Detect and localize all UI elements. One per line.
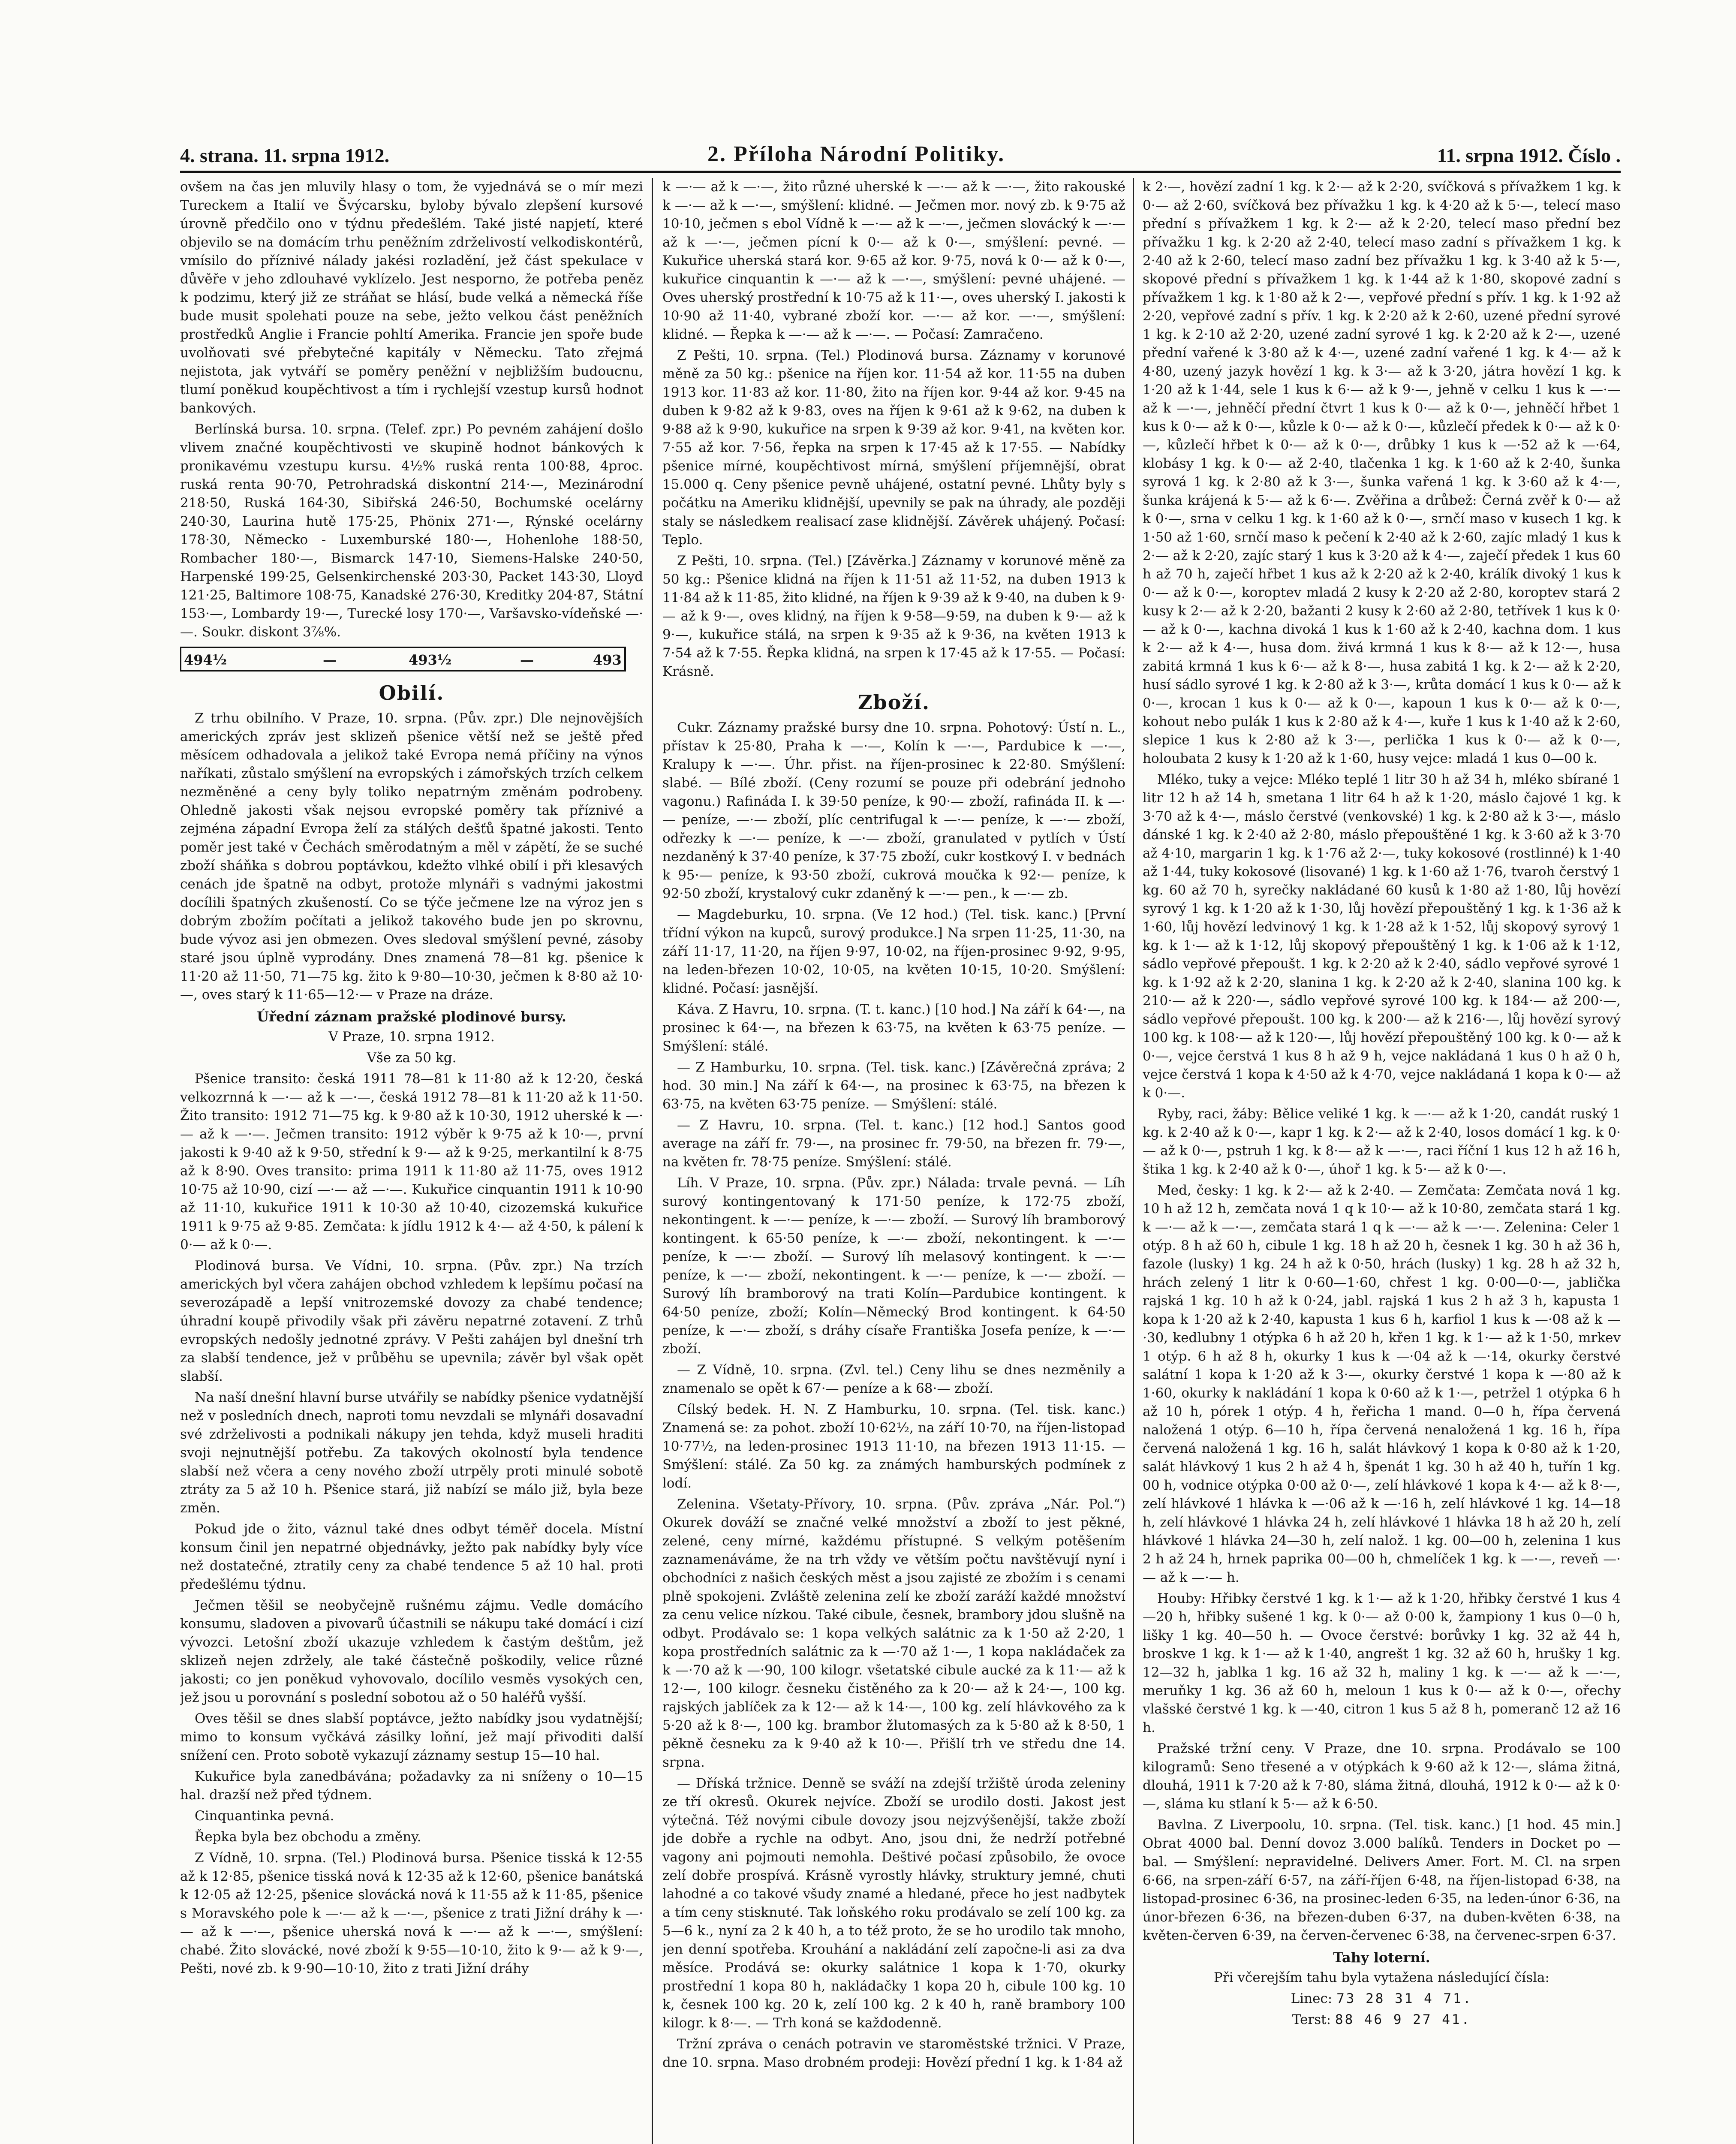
article-paragraph: Plodinová bursa. Ve Vídni, 10. srpna. (Pův. zpr.) Na trzích amerických byl včera zahájen obchod vzhledem k lepšímu počasí na severozápadě a lepší vnitrozemské dovozy za chabé tendence; úhradní koupě přivodily však při závěru nepatrné zotavení. Z trhů evropských nedošly jednotné zprávy. V Pešti zahájen byl dnešní trh za slabší tendence, jež v průběhu se upevnila; závěr byl však opět slabší. [180,1258,643,1384]
article-paragraph: k 2·—, hovězí zadní 1 kg. k 2·— až k 2·20, svíčková s přívažkem 1 kg. k 0·— až 2·60, svíčková bez přívažku 1 kg. k 4·20 až k 5·—, telecí maso přední s přívažkem 1 kg. k 2·— až k 2·20, telecí maso přední bez přívažku 1 kg. k 2·20 až 2·40, telecí maso zadní s přívažkem 1 kg. k 2·40 až k 2·60, telecí maso zadní bez přívažku 1 kg. k 3·40 až k 5·—, skopové přední s přívažkem 1 kg. k 1·44 až k 1·80, skopové zadní s přívažkem 1 kg. k 1·80 až k 2·—, vepřové přední s přív. 1 kg. k 1·92 až 2·20, vepřové zadní s přív. 1 kg. k 2·20 až k 2·60, uzené přední syrové 1 kg. k 2·10 až 2·20, uzené zadní syrové 1 kg. k 2·20 až k 2·—, uzené přední vařené k 3·80 až k 4·—, uzené zadní vařené 1 kg. k 4·— až k 4·80, uzený jazyk hovězí 1 kg. k 3·— až k 3·20, játra hovězí 1 kg. k 1·20 až k 1·44, sele 1 kus k 6·— až k 9·—, jehně v celku 1 kus k —·— až k —·—, jehněčí přední čtvrt 1 kus k 0·— až k 0·—, jehněčí hřbet 1 kus k 0·— až k 0·—, kůzle k 0·— až k 0·—, kůzlečí předek k 0·— až k 0·—, kůzlečí hřbet k 0·— až k 0·—, drůbky 1 kus k —·52 až k —·64, klobásy 1 kg. k 0·— až 2·40, tlačenka 1 kg. k 1·60 až k 2·40, šunka syrová 1 kg. k 2·80 až k 3·—, šunka vařená 1 kg. k 3·60 až k 4·—, šunka krájená k 5·— až k 6·—. Zvěřina a drůbež: Černá zvěř k 0·— až k 0·—, srna v celku 1 kg. k 1·60 až k 0·—, srnčí maso v kusech 1 kg. k 1·50 až 1·60, srnčí maso k pečení k 2·40 až k 2·60, zajíc mladý 1 kus k 2·— až k 2·20, zajíc starý 1 kus k 3·20 až k 4·—, zaječí předek 1 kus 60 h až 70 h, zaječí hřbet 1 kus až k 2·20 až k 2·40, králík divoký 1 kus k 0·— až k 0·—, koroptev mladá 2 kusy k 2·20 až 2·80, koroptev stará 2 kusy k 2·— až k 2·20, bažanti 2 kusy k 2·60 až 2·80, tetřívek 1 kus k 0·— až k 0·—, kachna divoká 1 kus k 1·60 až k 2·40, kachna dom. 1 kus k 2·— až k 4·—, husa dom. živá krmná 1 kus k 8·— až k 12·—, husa zabitá krmná 1 kus k 6·— až k 8·—, husa zabitá 1 kg. k 2·— až k 2·20, husí sádlo syrové 1 kg. k 2·80 až k 3·—, krůta domácí 1 kus k 0·— až k 0·—, krocan 1 kus k 0·— až k 0·—, kapoun 1 kus k 0·— až k 0·—, kohout nebo pulák 1 kus k 2·80 až k 4·—, kuře 1 kus k 1·40 až k 2·60, slepice 1 kus k 2·80 až k 3·—, perlička 1 kus k 0·— až k 0·—, holoubata 2 kusy k 1·20 až k 1·60, husy vejce: mladá 1 kus 0—00 k. [1143,179,1621,766]
header-right: 11. srpna 1912. Číslo . [1437,145,1621,166]
quote-value: 493 [593,652,622,668]
article-paragraph: Ječmen těšil se neobyčejně rušnému zájmu. Vedle domácího konsumu, sladoven a pivovarů účastnili se nákupu také domácí i cizí vývozci. Letošní zboží ukazuje vzhledem k častým deštům, jež sklizeň nejen zdržely, ale také částečně poškodily, velice různé jakosti; co jen poněkud vyhovovalo, docílilo vesměs vysokých cen, jež jsou u porovnání s poslední sobotou až o 50 haléřů vyšší. [180,1598,643,1705]
lottery-linz [1143,1990,1621,2008]
quote-value: 493½ [409,652,452,668]
dateline: V Praze, 10. srpna 1912. [328,1029,495,1045]
dateline-note: Vše za 50 kg. [367,1050,457,1066]
article-paragraph: Cukr. Záznamy pražské bursy dne 10. srpna. Pohotový: Ústí n. L., přístav k 25·80, Praha k —·—, Kolín k —·—, Pardubice k —·—, Kralupy k —·—. Úhr. přist. na říjen-prosinec k 22·80. Smýšlení: slabé. — Bílé zboží. (Ceny rozumí se pouze při odebrání jednoho vagonu.) Rafináda I. k 39·50 peníze, k 90·— zboží, rafináda II. k —·— peníze, —·— zboží, plíc centrifugal k —·— peníze, k —·— zboží, odřezky k —·— peníze, k —·— zboží, granulated v pytlích v Ústí nezdaněný k 37·40 peníze, k 37·75 zboží, cukr kostkový I. v bednách k 95·— peníze, k 93·50 zboží, cukrová moučka k 92·— peníze, k 92·50 zboží, krystalový cukr zdaněný k —·— pen., k —·— zb. [662,720,1125,901]
article-paragraph: ovšem na čas jen mluvily hlasy o tom, že vyjednává se o mír mezi Tureckem a Italií ve Švýcarsku, byloby bývalo zlepšení kursové úrovně předčilo ono v týdnu předešlém. Také jisté napjetí, které objevilo se na domácím trhu peněžním zdrželivostí velkodiskontérů, vmísilo do příznivé nálady jakési rozladění, jež část spekulace v důvěře v jeho zdlouhavé vyklízelo. Jest nesporno, že potřeba peněz k podzimu, který již ze stráňat se hlásí, bude velká a německá říše bude musit spolehati pouze na sebe, ježto velkou část peněžních prostředků Anglie i Francie pohltí Amerika. Francie jen spoře bude uvolňovati své přebytečné kapitály v Německu. Tato zřejmá nejistota, jak vytváří se poměry peněžní v nejbližším budoucnu, tlumí poněkud koupěchtivost a tím i rychlejší vzestup kursů hodnot bankových. [180,179,643,416]
article-paragraph: — Z Havru, 10. srpna. (Tel. t. kanc.) [12 hod.] Santos good average na září fr. 79·—, na prosinec fr. 79·50, na březen fr. 79·—, na květen fr. 78·75 peníze. Smýšlení: stálé. [662,1117,1125,1170]
article-paragraph: k —·— až k —·—, žito různé uherské k —·— až k —·—, žito rakouské k —·— až k —·—, smýšlení: klidné. — Ječmen mor. nový zb. k 9·75 až 10·10, ječmen s ebol Vídně k —·— až k —·—, ječmen slovácký k —·— až k —·—, ječmen pícní k 0·— až k 0·—, smýšlení: pevné. — Kukuřice uherská stará kor. 9·65 až kor. 9·75, nová k 0·— až k 0·—, kukuřice cinquantin k —·— až k —·—, smýšlení: pevné uhájené. — Oves uherský prostřední k 10·75 až k 11·—, oves uherský I. jakosti k 10·90 až 11·40, vybrané zboží kor. —·— až kor. —·—, smýšlení: klidné. — Řepka k —·— až k —·—. — Počasí: Zamračeno. [662,179,1125,342]
article-paragraph: Cílský bedek. H. N. Z Hamburku, 10. srpna. (Tel. tisk. kanc.) Znamená se: za pohot. zboží 10·62½, na září 10·70, na říjen-listopad 10·77½, na leden-prosinec 1913 11·10, na březen 1913 11·15. — Smýšlení: stálé. Za 50 kg. za známých hamburských podmínek z lodí. [662,1402,1125,1491]
section-heading: Obilí. [379,681,445,705]
article-paragraph: Pšenice transito: česká 1911 78—81 k 11·80 až k 12·20, česká velkozrnná k —·— až k —·—, česká 1912 78—81 k 11·20 až k 11·50. Žito transito: 1912 71—75 kg. k 9·80 až k 10·30, 1912 uherské k —·— až k —·—. Ječmen transito: 1912 výběr k 9·75 až k 10·—, první jakosti k 9·40 až k 9·50, střední k 9·— až k 9·25, merkantilní k 8·75 až k 8·90. Oves transito: prima 1911 k 11·80 až 11·75, oves 1912 10·75 až 10·90, cizí —·— až —·—. Kukuřice cinquantin 1911 k 10·90 až 11·10, kukuřice 1911 k 10·30 až 10·40, cizozemská kukuřice 1911 k 9·75 až 9·85. Zemčata: k jídlu 1912 k 4·— až 4·50, k pálení k 0·— až k 0·—. [180,1071,643,1253]
quote-dash: — [520,652,534,668]
article-paragraph: — Z Vídně, 10. srpna. (Zvl. tel.) Ceny lihu se dnes nezměnily a znamenalo se opět k 67·— peníze a k 68·— zboží. [662,1362,1125,1396]
article-paragraph: Na naší dnešní hlavní burse utvářily se nabídky pšenice vydatnější než v posledních dnech, naproti tomu nevzdali se mlynáři dosavadní své zdrželivosti a podnikali nákupy jen tehda, když museli hraditi svoji nejnutnější potřebu. Za takových okolností byla tendence slabší než včera a ceny nového zboží utrpěly proti minulé sobotě ztráty za 5 až 10 h. Pšenice stará, již nabízí se málo již, byla beze změn. [180,1390,643,1516]
article-paragraph: Při včerejším tahu byla vytažena následující čísla: [1214,1970,1549,1985]
header-left: 4. strana. 11. srpna 1912. [180,145,390,166]
column-3 [1143,178,1621,2144]
article-paragraph: Oves těšil se dnes slabší poptávce, ježto nabídky jsou vydatnější; mimo to konsum vyčkává zásilky loňní, jež mají přivoditi další snížení cen. Proto sobotě vykazují záznamy sestup 15—10 hal. [180,1711,643,1763]
article-paragraph: Káva. Z Havru, 10. srpna. (T. t. kanc.) [10 hod.] Na září k 64·—, na prosinec k 64·—, na březen k 63·75, na květen k 63·75 peníze. — Smýšlení: stálé. [662,1002,1125,1054]
article-paragraph: Zelenina. Všetaty-Přívory, 10. srpna. (Pův. zpráva „Nár. Pol.“) Okurek dováží se značné velké množství a zboží to jest pěkné, zelené, ceny mírné, každému přístupné. S velkým potěšením zaznamenáváme, že na trh vždy ve větším počtu navštěvují nyní i obchodníci z našich českých měst a jsou zajisté ze zbožím i s cenami plně spokojeni. Zvláště zelenina zelí ke zboží zaráží každé množství za cenu velice nízkou. Také cibule, česnek, brambory jdou slušně na odbyt. Prodávalo se: 1 kopa velkých salátnic za k 1·50 až 2·20, 1 kopa prostředních salátnic za k —·70 až 1·—, 1 kopa nakládaček za k —·70 až k —·90, 100 kilogr. všetatské cibule aucké za k 11·— až k 12·—, 100 kilogr. česneku čistěného za k 20·— až k 24·—, 100 kg. rajských jablíček za k 12·— až k 14·—, 100 kg. zelí hlávkového za k 5·20 až k 8·—, 100 kg. brambor žlutomasých za k 5·80 až k 8·50, 1 pěkně česneku za k 9·40 až k 10·—. Přišlí trh ve středu dne 14. srpna. [662,1497,1125,1770]
column-2 [662,178,1125,2144]
article-paragraph: Houby: Hřibky čerstvé 1 kg. k 1·— až k 1·20, hřibky čerstvé 1 kus 4—20 h, hřibky sušené 1 kg. k 0·— až 0·00 k, žampiony 1 kus 0—0 h, lišky 1 kg. 40—50 h. — Ovoce čerstvé: borůvky 1 kg. 32 až 44 h, broskve 1 kg. k 1·— až k 1·40, angrešt 1 kg. 32 až 60 h, hrušky 1 kg. 12—32 h, jablka 1 kg. 16 až 32 h, maliny 1 kg. k —·— až k —·—, meruňky 1 kg. 36 až 60 h, meloun 1 kus k 0·— až k 0·—, ořechy vlašské čerstvé 1 kg. k —·40, citron 1 kus 5 až 8 h, pomeranč 12 až 16 h. [1143,1591,1621,1735]
section-heading: Zboží. [857,691,930,714]
quote-dash: — [323,652,337,668]
lottery-label: Linec: [1291,1991,1333,2006]
article-paragraph: Med, česky: 1 kg. k 2·— až k 2·40. — Zemčata: Zemčata nová 1 kg. 10 h až 12 h, zemčata nová 1 q k 10·— až k 10·80, zemčata stará 1 kg. k —·— až k —·—, zemčata stará 1 q k —·— až k —·—. Zelenina: Celer 1 otýp. 8 h až 60 h, cibule 1 kg. 18 h až 20 h, česnek 1 kg. 30 h až 36 h, fazole (lusky) 1 kg. 24 h až k 0·50, hrách (lusky) 1 kg. 28 h až 32 h, hrách zelený 1 litr k 0·60—1·60, chřest 1 kg. 0·00—0·—, jablička rajská 1 kg. 10 h až k 0·24, jabl. rajská 1 kus 2 h až 3 h, kapusta 1 kopa k 1·20 až k 2·40, kapusta 1 kus 6 h, karfiol 1 kus k —·08 až k —·30, kedlubny 1 otýpka 6 h až 20 h, křen 1 kg. k 1·— až k 1·50, mrkev 1 otýp. 6 h až 8 h, okurky 1 kus k —·04 až k —·14, okurky čerstvé salátní 1 kopa k 1·20 až k 3·—, okurky čerstvé 1 kopa k —·80 až k 1·60, okurky k nakládání 1 kopa k 0·60 až k 1·—, petržel 1 otýpka 6 h až 10 h, pórek 1 otýp. 4 h, řeřicha 1 mand. 0—0 h, řípa červená naložená 1 otýp. 6—10 h, řípa červená nenaložená 1 kg. 16 h, řípa červená naložená 1 kg. 16 h, salát hlávkový 1 kopa k 0·80 až k 1·20, salát hlávkový 1 kus 2 h až 4 h, špenát 1 kg. 30 h až 40 h, tuřín 1 kg. 00 h, vodnice otýpka 0·00 až 0·—, zelí hlávkové 1 kopa k 4·— až k 8·—, zelí hlávkové 1 hlávka k —·06 až k —·16 h, zelí hlávkové 1 kg. 14—18 h, zelí hlávkové 1 hlávka 24 h, zelí hlávkové 1 hlávka 18 h až 20 h, zelí hlávkové 1 hlávka 24—30 h, zelí nalož. 1 kg. 00—00 h, zelenina 1 kus 2 h až 24 h, hrnek paprika 00—00 h, chmelíček 1 kg. k —·—, reveň —·— až k —·— h. [1143,1183,1621,1585]
article-paragraph: Bavlna. Z Liverpoolu, 10. srpna. (Tel. tisk. kanc.) [1 hod. 45 min.] Obrat 4000 bal. Denní dovoz 3.000 balíků. Tenders in Docket po — bal. — Smýšlení: nepravidelné. Delivers Amer. Fort. M. Cl. na srpen 6·66, na srpen-září 6·57, na září-říjen 6·48, na říjen-listopad 6·38, na listopad-prosinec 6·36, na prosinec-leden 6·35, na leden-únor 6·36, na únor-březen 6·36, na březen-duben 6·37, na duben-květen 6·38, na květen-červen 6·39, na červen-červenec 6·38, na červenec-srpen 6·37. [1143,1817,1621,1943]
article-paragraph: Z Pešti, 10. srpna. (Tel.) [Závěrka.] Záznamy v korunové měně za 50 kg.: Pšenice klidná na říjen k 11·51 až 11·52, na duben 1913 k 11·84 až k 11·85, žito klidné, na říjen k 9·39 až k 9·40, na duben k 9·— až k 9·—, oves klidný, na říjen k 9·58—9·59, na duben k 9·— až k 9·—, kukuřice stálá, na srpen k 9·35 až k 9·36, na květen 1913 k 7·54 až k 7·55. Řepka klidná, na srpen k 17·45 až k 17·55. — Počasí: Krásně. [662,553,1125,679]
article-paragraph: Pokud jde o žito, váznul také dnes odbyt téměř docela. Místní konsum činil jen nepatrné objednávky, ježto pak nabídky byly více než dostatečné, ztratily ceny za chabé tendence 5 až 10 hal. proti předešlému týdnu. [180,1521,643,1592]
header-title: 2. Příloha Národní Politiky. [707,142,1005,166]
article-paragraph: Líh. V Praze, 10. srpna. (Pův. zpr.) Nálada: trvale pevná. — Líh surový kontingentovaný k 171·50 peníze, k 172·75 zboží, nekontingent. k —·— peníze, k —·— zboží. — Surový líh bramborový kontingent. k 65·50 peníze, k —·— zboží, nekontingent. k —·— peníze, k —·— zboží. — Surový líh melasový kontingent. k —·— peníze, k —·— zboží, nekontingent. k —·— peníze, k —·— zboží. — Surový líh bramborový na trati Kolín—Pardubice kontingent. k 64·50 peníze, zboží; Kolín—Německý Brod kontingent. k 64·50 peníze, k —·— zboží, s dráhy císaře Františka Josefa peníze, k —·— zboží. [662,1175,1125,1357]
lottery-numbers: 88 46 9 27 41. [1335,2012,1471,2027]
article-paragraph: Ryby, raci, žáby: Bělice veliké 1 kg. k —·— až k 1·20, candát ruský 1 kg. k 2·40 až k 0·—, kapr 1 kg. k 2·— až k 2·40, losos domácí 1 kg. k 0·— až k 0·—, pstruh 1 kg. k 8·— až k —·—, raci říční 1 kus 12 h až 16 h, štika 1 kg. k 2·40 až k 0·—, úhoř 1 kg. k 5·— až k 0·—. [1143,1106,1621,1177]
quote-value: 494½ [184,652,227,668]
quote-box [180,647,626,672]
lottery-trieste [1143,2011,1621,2029]
page-header [180,136,1621,173]
article-paragraph: — Dříská tržnice. Denně se sváží na zdejší tržiště úroda zeleniny ze tří okresů. Okurek nejvíce. Zboží se urodilo dosti. Jakost jest výtečná. Též novými cibule dovozy jsou nejzvýšenější, takže zboží jde dobře a rychle na odbyt. Ano, jsou dni, že nedrží potřebné vagony ani pojmouti nemohla. Deštivé počasí způsobilo, že ovoce zelí dobře prospívá. Krásně vyrostly hlávky, struktury jemné, chuti lahodné a co takové všudy znamé a hledané, přece ho jest nadbytek a tím ceny stisknuté. Tak loňského roku prodávalo se zelí 100 kg. za 5—6 k., nyní za 2 k 40 h, a to též proto, že se ho urodilo tak mnoho, jen denní spotřeba. Krouhání a nakládání zelí započne-li asi za dva měsíce. Prodává se: okurky salátnice 1 kopa k 1·70, okurky prostřední 1 kopa 80 h, nakládačky 1 kopa 20 h, cibule 100 kg. 10 k, česnek 100 kg. 20 k, zelí 100 kg. 2 k 40 h, raně brambory 100 kilogr. k 8·—. — Trh koná se každodenně. [662,1776,1125,2031]
article-paragraph: Řepka byla bez obchodu a změny. [195,1829,421,1845]
lottery-numbers: 73 28 31 4 71. [1336,1991,1473,2006]
column-divider [1133,178,1134,2144]
lottery-label: Terst: [1292,2012,1331,2027]
article-paragraph: Z trhu obilního. V Praze, 10. srpna. (Pův. zpr.) Dle nejnovějších amerických zpráv jest sklizeň pšenice větší než se ještě před měsícem odhadovala a jelikož také Evropa nemá příčiny na výnos naříkati, zůstalo smýšlení na evropských i zámořských trzích celkem nezměněné a ceny byly toliko nepatrným změnám podrobeny. Ohledně jakosti však nejsou evropské poměry tak příznivé a zejména západní Evropa želí za stálých dešťů špatné jakosti. Tento poměr jest také v Čechách směrodatným a měl v zápětí, že se suché zboží sháňka s dobrou poptávkou, kdežto vlhké obilí i při klesavých cenách jde špatně na odbyt, protože mlynáři s vadnými jakostmi docílili špatných zkušeností. Co se týče ječmene lze na výroz jen s dobrým zbožím počítati a jelikož takového bude jen po skrovnu, bude vývoz asi jen obmezen. Oves sledoval smýšlení pevné, zásoby staré jsou úplně vyprodány. Dnes znamená 78—81 kg. pšenice k 11·20 až 11·50, 71—75 kg. žito k 9·80—10·30, ječmen k 8·80 až 10·—, oves starý k 11·65—12·— v Praze na dráze. [180,711,643,1003]
article-paragraph: — Z Hamburku, 10. srpna. (Tel. tisk. kanc.) [Závěrečná zpráva; 2 hod. 30 min.] Na září k 64·—, na prosinec k 63·75, na březen k 63·75, na květen 63·75 peníze. — Smýšlení: stálé. [662,1060,1125,1112]
article-paragraph: Cinquantinka pevná. [195,1808,334,1824]
article-paragraph: Z Vídně, 10. srpna. (Tel.) Plodinová bursa. Pšenice tisská k 12·55 až k 12·85, pšenice tisská nová k 12·35 až k 12·60, pšenice banátská k 12·05 až 12·25, pšenice slovácká nová k 11·55 až k 11·85, pšenice s Moravského pole k —·— až k —·—, pšenice z trati Jižní dráhy k —·— až k —·—, pšenice uherská nová k —·— až k —·—, smýšlení: chabé. Žito slovácké, nové zboží k 9·55—10·10, žito k 9·— až k 9·—, Pešti, nové zb. k 9·90—10·10, žito z trati Jižní dráhy [180,1850,643,1976]
subsection-heading: Tahy loterní. [1333,1949,1430,1966]
article-paragraph: Berlínská bursa. 10. srpna. (Telef. zpr.) Po pevném zahájení došlo vlivem značné koupěchtivosti ve skupině hodnot bánkových k pronikavému vzestupu kursu. 4½% ruská renta 100·88, 4proc. ruská renta 90·70, Petrohradská diskontní 214·—, Mezinárodní 218·50, Ruská 164·30, Sibiřská 246·50, Bochumské ocelárny 240·30, Laurina hutě 175·25, Phönix 271·—, Rýnské ocelárny 178·30, Německo - Luxemburské 180·—, Hohenlohe 188·50, Rombacher 180·—, Bismarck 147·10, Siemens-Halske 240·50, Harpenské 199·25, Gelsenkirchenské 203·30, Packet 143·30, Lloyd 121·25, Baltimore 108·75, Kanadské 276·30, Kreditky 204·87, Státní 153·—, Lombardy 19·—, Turecké losy 170·—, Varšavsko-vídeňské —·—. Soukr. diskont 3⅞%. [180,422,643,640]
article-paragraph: — Magdeburku, 10. srpna. (Ve 12 hod.) (Tel. tisk. kanc.) [První třídní výkon na kupců, surový produkce.] Na srpen 11·25, 11·30, na září 11·17, 11·20, na říjen 9·97, 10·02, na říjen-prosinec 9·92, 9·95, na leden-březen 10·02, 10·05, na květen 10·15, 10·20. Smýšlení: klidné. Počasí: jasnější. [662,907,1125,996]
article-paragraph: Z Pešti, 10. srpna. (Tel.) Plodinová bursa. Záznamy v korunové měně za 50 kg.: pšenice na říjen kor. 11·54 až kor. 11·55 na duben 1913 kor. 11·83 až kor. 11·80, žito na říjen kor. 9·44 až kor. 9·45 na duben k 9·82 až k 9·83, oves na říjen k 9·61 až k 9·62, na duben k 9·88 až k 9·90, kukuřice na srpen k 9·39 až kor. 9·41, na květen kor. 7·55 až kor. 7·56, řepka na srpen k 17·45 až k 17·55. — Nabídky pšenice mírné, koupěchtivost mírná, smýšlení příjemnější, obrat 15.000 q. Ceny pšenice pevně uhájené, ostatní pevné. Lhůty byly s počátku na Ameriku klidnější, upevnily se pak na úhrady, ale později staly se následkem realisací zase klidnější. Závěrek uhájený. Počasí: Teplo. [662,348,1125,548]
column-divider [652,178,653,2144]
subsection-heading: Úřední záznam pražské plodinové bursy. [257,1009,566,1025]
article-paragraph: Kukuřice byla zanedbávána; požadavky za ni sníženy o 10—15 hal. drazší než před týdnem. [180,1769,643,1803]
column-1 [180,178,643,2144]
article-paragraph: Mléko, tuky a vejce: Mléko teplé 1 litr 30 h až 34 h, mléko sbírané 1 litr 12 h až 14 h, smetana 1 litr 64 h až k 1·20, máslo čajové 1 kg. k 3·70 až k 4·—, máslo čerstvé (venkovské) 1 kg. k 2·80 až k 3·—, máslo dánské 1 kg. k 2·40 až 2·80, máslo přepouštěné 1 kg. k 3·60 až k 3·70 až 4·10, margarin 1 kg. k 1·76 až 2·—, tuky kokosové (rostlinné) k 1·40 až 1·44, tuky kokosové (lisované) 1 kg. k 1·60 až 1·76, tvaroh čerstvý 1 kg. 60 až 70 h, syrečky nakládané 60 kusů k 1·80 až 1·80, lůj hovězí syrový 1 kg. k 1·20 až k 1·30, lůj hovězí přepouštěný 1 kg. k 1·36 až k 1·60, lůj hovězí ledvinový 1 kg. k 1·28 až k 1·52, lůj skopový syrový 1 kg. k 1·— až k 1·12, lůj skopový přepouštěný 1 kg. k 1·06 až k 1·12, sádlo vepřové přepoušt. 1 kg. k 2·20 až k 2·40, sádlo vepřové syrové 1 kg. k 1·92 až k 2·20, slanina 1 kg. k 2·20 až k 2·40, slanina 100 kg. k 210·— až k 220·—, sádlo vepřové syrové 100 kg. k 184·— až 200·—, sádlo vepřové přepoušt. 100 kg. k 200·— až k 216·—, lůj hovězí syrový 100 kg. k 108·— až k 120·—, lůj hovězí přepouštěný 100 kg. k 0·— až k 0·—, vejce čerstvá 1 kus 8 h až 9 h, vejce nakládaná 1 kus 0 h až 0 h, vejce čerstvá 1 kopa k 4·50 až k 4·70, vejce nakládaná 1 kopa k 0·— až k 0·—. [1143,772,1621,1101]
article-paragraph: Tržní zpráva o cenách potravin ve staroměstské tržnici. V Praze, dne 10. srpna. Maso drobném prodeji: Hovězí přední 1 kg. k 1·84 až [662,2036,1125,2070]
article-paragraph: Pražské tržní ceny. V Praze, dne 10. srpna. Prodávalo se 100 kilogramů: Seno třesené a v otýpkách k 9·60 až k 12·—, sláma žitná, dlouhá, 1911 k 7·20 až k 7·80, sláma žitná, dlouhá, 1912 k 0·— až k 0·—, sláma ku stlaní k 5·— až k 6·50. [1143,1741,1621,1812]
